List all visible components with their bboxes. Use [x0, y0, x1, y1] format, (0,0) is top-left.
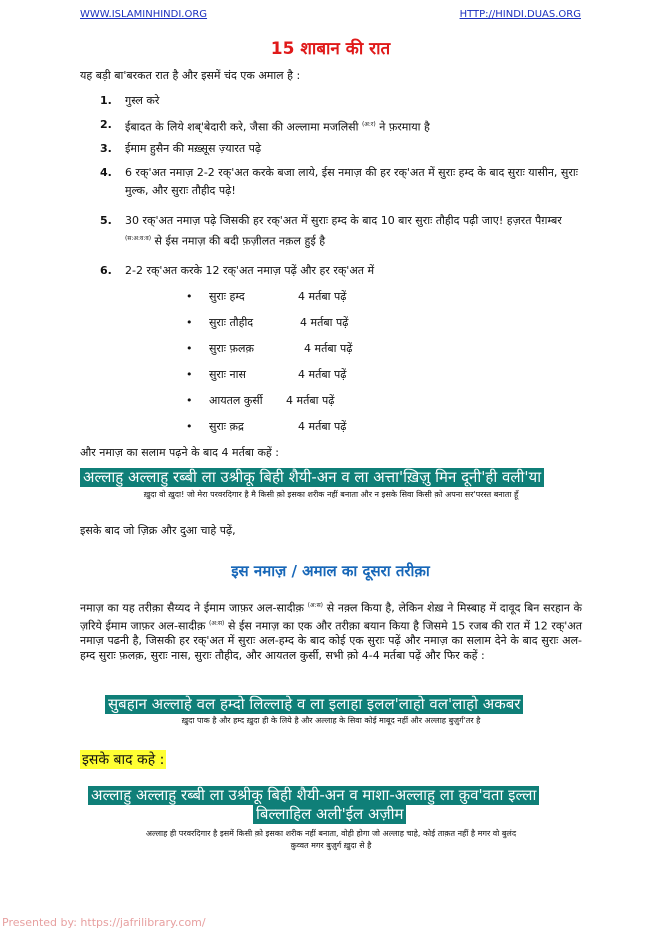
bullet-times: 4 मर्तबा पढ़ें: [298, 368, 347, 381]
bullet-surah: सुराः क़द्र: [209, 420, 244, 433]
bullet-surah: सुराः तौहीद: [209, 316, 254, 329]
honorific: (अ:स): [209, 619, 225, 627]
list-text: ईमाम हुसैन की मख़्सूस ज़्यारत पढ़े: [125, 142, 262, 155]
list-number: 5.: [100, 214, 112, 227]
after-salaam-text: और नमाज़ का सलाम पढ़ने के बाद 4 मर्तबा कहें :: [80, 446, 279, 459]
highlight-instruction: इसके बाद कहे :: [82, 752, 165, 768]
bullet-icon: •: [186, 394, 193, 407]
honorific: (स:अ:व:व): [125, 235, 152, 242]
dua-translation: ख़ुदा पाक है और हम्द ख़ुदा ही के लिये है और अल्लाह के सिवा कोई माबूद नहीं और अल्लाह बुज़ुर्ग'तर है: [181, 716, 481, 725]
honorific: (अ:र): [361, 121, 376, 128]
list-number: 4.: [100, 166, 112, 179]
bullet-times: 4 मर्तबा पढ़ें: [298, 420, 347, 433]
section-paragraph: [80, 598, 582, 663]
list-number: 3.: [100, 142, 112, 155]
after-dua-text: इसके बाद जो ज़िक्र और दुआ चाहे पढ़ें,: [80, 524, 236, 537]
bullet-icon: •: [186, 290, 193, 303]
footer-credit: Presented by: https://jafrilibrary.com/: [2, 916, 206, 929]
honorific: (अ:स): [307, 602, 323, 609]
paragraph-part: से ईस नमाज़ का एक और तरीक़ा बयान किया है जिसमे 15 रजब की रात में 12 रक्'अत नमाज़ पढनी है, जिसकी हर रक्'अत में सुराः अल-हम्द के बाद कोई एक सुराः पढ़ें और नमाज़ का सलाम देने के बाद सुराः अल-हम्द सुराः फ़लक़, सुराः नास, सुराः तौहीद, और आयतल कुर्सी, सभी क़ो 4-4 मर्तबा पढ़ें और फिर कहें :: [80, 619, 582, 663]
list-text-after: ने फ़रमाया है: [375, 120, 430, 134]
bullet-icon: •: [186, 368, 193, 381]
list-text: [125, 116, 580, 137]
list-text-main: ईबादत के लिये शब्'बेदारी करे, जैसा की अल्लामा मजलिसी: [125, 120, 362, 134]
bullet-surah: आयतल कुर्सी: [209, 394, 263, 407]
intro-text: यह बड़ी बा'बरकत रात है और इसमें चंद एक अमाल है :: [80, 69, 301, 82]
bullet-times: 4 मर्तबा पढ़ें: [300, 316, 349, 329]
bullet-icon: •: [186, 342, 193, 355]
dua-line-2: बिल्लाहिल अली'ईल अज़ीम: [253, 805, 406, 824]
dua-translation: ख़ुदा वो ख़ुदा! जो मेरा परवरदिगार है मै किसी क़ो इसका शरीक नहीं बनाता और न इसके सिवा किसी क़ो अपना सर'परस्त बनाता हूँ: [143, 490, 519, 499]
bullet-times: 4 मर्तबा पढ़ें: [298, 290, 347, 303]
list-text: 2-2 रक्'अत करके 12 रक्'अत नमाज़ पढ़ें और हर रक्'अत में: [125, 264, 375, 277]
list-text: 6 रक्'अत नमाज़ 2-2 रक्'अत करके बजा लाये, ईस नमाज़ की हर रक्'अत में सुराः हम्द के बाद सुराः यासीन, सुराः मुल्क, और सुराः तौहीद पढ़े!: [125, 166, 578, 197]
list-text-after: से ईस नमाज़ की बदी फ़ज़ीलत नक़ल हुई है: [151, 234, 326, 248]
header-link-hindi-duas[interactable]: HTTP://HINDI.DUAS.ORG: [459, 9, 581, 20]
list-text-main: 30 रक्'अत नमाज़ पढ़े जिसकी हर रक्'अत में सुराः हम्द के बाद 10 बार सुराः तौहीद पढ़ी जाए! हज़रत पैग़म्बर: [125, 214, 562, 227]
bullet-surah: सुराः हम्द: [209, 290, 245, 303]
bullet-times: 4 मर्तबा पढ़ें: [286, 394, 335, 407]
bullet-times: 4 मर्तबा पढ़ें: [304, 342, 353, 355]
dua-tasbeeh: सुबहान अल्लाहे वल हम्दो लिल्लाहे व ला इलाहा इलल'लाहो वल'लाहो अकबर: [105, 695, 523, 714]
list-text: गुस्ल करे: [125, 94, 160, 107]
list-number: 2.: [100, 118, 112, 131]
header-link-islaminhindi[interactable]: WWW.ISLAMINHINDI.ORG: [80, 9, 208, 20]
dua-translation-2: क़ुव्वत मगर बुज़ुर्ग ख़ुदा से है: [290, 841, 372, 850]
list-text: [125, 212, 580, 251]
bullet-icon: •: [186, 316, 193, 329]
dua-line-1: अल्लाहु अल्लाहु रब्बी ला उश्रीकू बिही शैयी-अन व माशा-अल्लाहु ला क़ुव'वता इल्ला: [88, 786, 539, 805]
list-number: 1.: [100, 94, 112, 107]
dua-translation-1: अल्लाह ही परवरदिगार है इसमें किसी क़ो इसका शरीक नहीं बनाता, वोही होगा जो अल्लाह चाहे, कोई ताक़त नहीं है मगर वो बुलंद: [145, 829, 517, 838]
bullet-surah: सुराः नास: [209, 368, 246, 381]
paragraph-part: नमाज़ का यह तरीक़ा सैय्यद ने ईमाम जाफ़र अल-सादीक़: [80, 601, 308, 615]
page-title: 15 शाबान की रात: [270, 39, 391, 59]
dua-arabic-transliteration: अल्लाहु अल्लाहु रब्बी ला उश्रीकू बिही शैयी-अन व ला अत्ता'ख़िज़ु मिन दूनी'ही वली'या: [80, 468, 544, 487]
list-number: 6.: [100, 264, 112, 277]
paragraph-part: से नक़्ल किया है, लेकिन शेख़ ने मिस्बाह में दावूद बिन सरहान के ज़रिये ईमाम जाफ़र अल-सादीक़: [80, 601, 582, 633]
bullet-surah: सुराः फ़लक़: [209, 342, 254, 355]
bullet-icon: •: [186, 420, 193, 433]
section-heading: इस नमाज़ / अमाल का दूसरा तरीक़ा: [231, 562, 430, 580]
